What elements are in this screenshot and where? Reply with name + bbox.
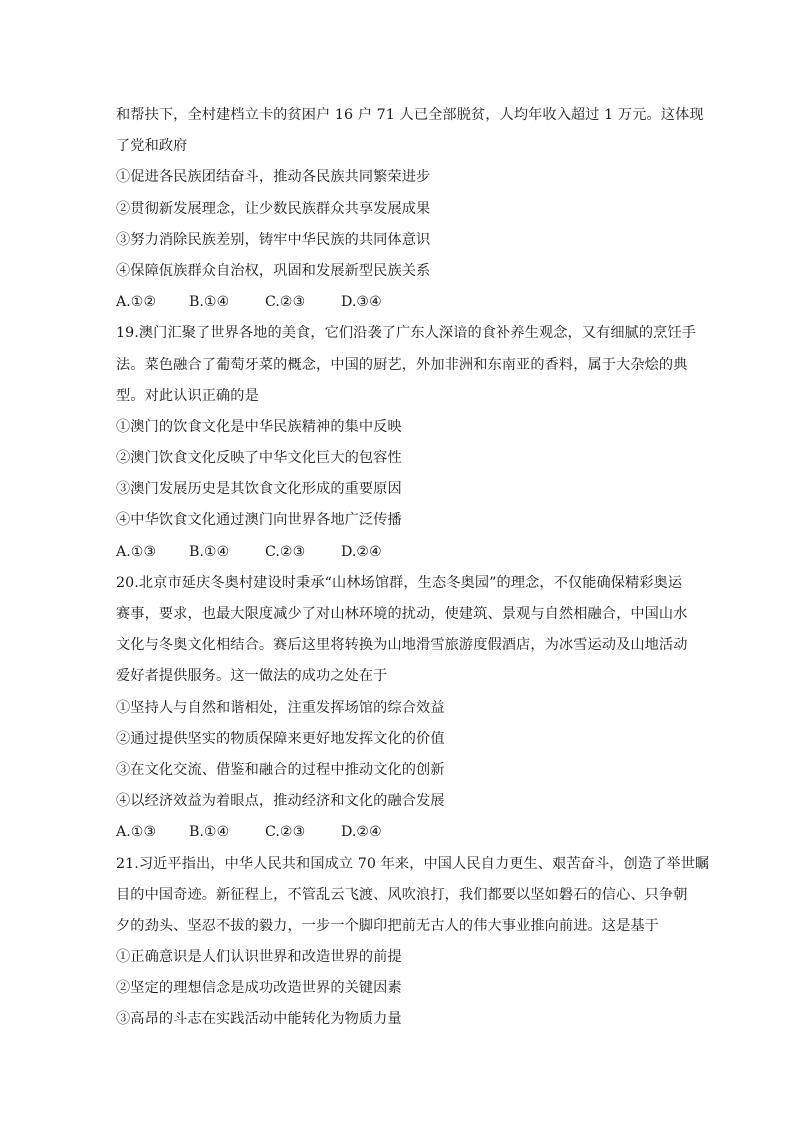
question-stem-line: 21.习近平指出，中华人民共和国成立 70 年来，中国人民自力更生、艰苦奋斗，创造了举世瞩 [116, 855, 710, 872]
question-20 [116, 568, 686, 849]
question-19 [116, 318, 697, 568]
question-stem-line: 目的中国奇迹。新征程上，不管乱云飞渡、风吹浪打，我们都要以坚如磐石的信心、只争朝 [116, 886, 688, 903]
option-a: A.①③ [116, 543, 157, 560]
question-21 [116, 849, 710, 1036]
question-stem-line: 和帮扶下，全村建档立卡的贫困户 16 户 71 人已全部脱贫，人均年收入超过 1 万元。这体现 [116, 107, 704, 123]
statement: ②通过提供坚实的物质保障来更好地发挥文化的价值 [116, 730, 445, 747]
option-d: D.②④ [341, 824, 382, 841]
statement: ①正确意识是人们认识世界和改造世界的前提 [116, 949, 402, 966]
question-stem-line: 夕的劲头、坚忍不拔的毅力，一步一个脚印把前无古人的伟大事业推向前进。这是基于 [116, 917, 659, 934]
statement: ③在文化交流、借鉴和融合的过程中推动文化的创新 [116, 761, 445, 778]
option-c: C.②③ [265, 824, 306, 841]
answer-options [116, 287, 686, 318]
statement: ④保障佤族群众自治权，巩固和发展新型民族关系 [116, 262, 431, 279]
question-stem-line: 20.北京市延庆冬奥村建设时秉承“山林场馆群，生态冬奥园”的理念，不仅能确保精彩奥运 [116, 574, 683, 591]
statement: ②澳门饮食文化反映了中华文化巨大的包容性 [116, 450, 402, 467]
answer-options [116, 817, 686, 848]
answer-options [116, 537, 686, 568]
statement: ①澳门的饮食文化是中华民族精神的集中反映 [116, 418, 402, 435]
statement: ②贯彻新发展理念，让少数民族群众共享发展成果 [116, 200, 431, 217]
option-a: A.①② [116, 294, 157, 311]
statement: ③努力消除民族差别，铸牢中华民族的共同体意识 [116, 231, 431, 248]
statement: ③澳门发展历史是其饮食文化形成的重要原因 [116, 481, 402, 498]
question-stem-line: 19.澳门汇聚了世界各地的美食，它们沿袭了广东人深谙的食补养生观念，又有细腻的烹饪手 [116, 325, 697, 342]
question-stem-line: 了党和政府 [116, 138, 188, 155]
option-d: D.③④ [341, 294, 382, 311]
option-c: C.②③ [265, 294, 306, 311]
question-stem-line: 赛事，要求，也最大限度减少了对山林环境的扰动，使建筑、景观与自然相融合，中国山水 [116, 606, 688, 622]
statement: ②坚定的理想信念是成功改造世界的关键因素 [116, 980, 402, 997]
statement: ③高昂的斗志在实践活动中能转化为物质力量 [116, 1011, 402, 1028]
option-b: B.①④ [189, 824, 230, 841]
question-stem-line: 文化与冬奥文化相结合。赛后这里将转换为山地滑雪旅游度假酒店，为冰雪运动及山地活动 [116, 637, 688, 654]
option-d: D.②④ [341, 543, 382, 560]
statement: ④以经济效益为着眼点，推动经济和文化的融合发展 [116, 793, 445, 810]
question-stem-line: 爱好者提供服务。这一做法的成功之处在于 [116, 668, 388, 685]
question-stem-line: 型。对此认识正确的是 [116, 387, 259, 404]
statement: ①促进各民族团结奋斗，推动各民族共同繁荣进步 [116, 169, 431, 186]
option-b: B.①④ [189, 294, 230, 311]
option-a: A.①③ [116, 824, 157, 841]
statement: ④中华饮食文化通过澳门向世界各地广泛传播 [116, 512, 402, 529]
option-c: C.②③ [265, 543, 306, 560]
question-18 [116, 100, 704, 318]
question-stem-line: 法。菜色融合了葡萄牙菜的概念，中国的厨艺，外加非洲和东南亚的香料，属于大杂烩的典 [116, 356, 688, 373]
exam-page [116, 100, 710, 1036]
statement: ①坚持人与自然和谐相处，注重发挥场馆的综合效益 [116, 699, 445, 716]
option-b: B.①④ [189, 543, 230, 560]
